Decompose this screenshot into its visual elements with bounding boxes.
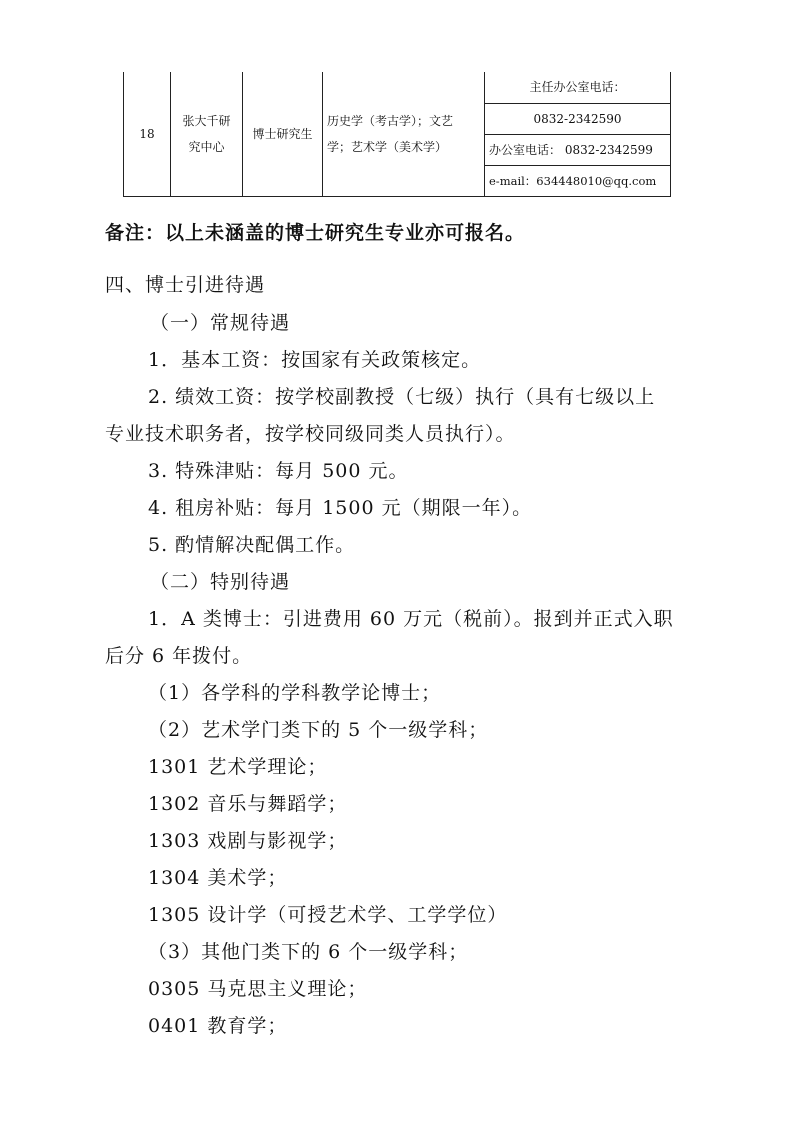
discipline-0401: 0401 教育学； [148,1015,288,1037]
table-cell-unit [171,72,243,196]
contact-office-phone: 0832-2342590 [485,103,671,134]
major-line-2: 学；艺术学（美术学） [327,139,448,154]
discipline-1301: 1301 艺术学理论； [148,756,328,778]
discipline-0305: 0305 马克思主义理论； [148,978,368,1000]
special-item-1: 1．A 类博士：引进费用 60 万元（税前）。报到并正式入职 [148,608,674,630]
section-heading: 四、博士引进待遇 [105,274,266,296]
discipline-1303: 1303 戏剧与影视学； [148,830,348,852]
unit-line-1: 张大千研 [182,113,231,128]
discipline-1302: 1302 音乐与舞蹈学； [148,793,348,815]
contact-office2-phone: 办公室电话： 0832-2342599 [485,134,671,165]
table-cell-no: 18 [124,72,171,196]
major-line-1: 历史学（考古学）；文艺 [327,113,454,128]
special-subitem-1: （1）各学科的学科教学论博士； [148,682,442,704]
discipline-1304: 1304 美术学； [148,867,288,889]
regular-item-2: 2. 绩效工资：按学校副教授（七级）执行（具有七级以上 [148,386,656,408]
table-cell-major [323,72,485,196]
recruitment-table [123,72,671,197]
subsection-heading-regular: （一）常规待遇 [150,312,291,334]
special-item-1-cont: 后分 6 年拨付。 [105,645,253,667]
discipline-1305: 1305 设计学（可授艺术学、工学学位） [148,904,508,926]
contact-office-label: 主任办公室电话： [485,72,671,103]
regular-item-5: 5. 酌情解决配偶工作。 [148,534,356,556]
subsection-heading-special: （二）特别待遇 [150,571,291,593]
table-cell-level: 博士研究生 [243,72,323,196]
regular-item-2-cont: 专业技术职务者，按学校同级同类人员执行）。 [105,423,516,445]
regular-item-1: 1．基本工资：按国家有关政策核定。 [148,349,482,371]
unit-line-2: 究中心 [188,139,225,154]
regular-item-3: 3. 特殊津贴：每月 500 元。 [148,460,409,482]
regular-item-4: 4. 租房补贴：每月 1500 元（期限一年）。 [148,497,533,519]
note-line: 备注：以上未涵盖的博士研究生专业亦可报名。 [105,222,526,244]
special-subitem-3: （3）其他门类下的 6 个一级学科； [148,941,469,963]
contact-email: e-mail：634448010@qq.com [485,165,671,196]
special-subitem-2: （2）艺术学门类下的 5 个一级学科； [148,719,489,741]
